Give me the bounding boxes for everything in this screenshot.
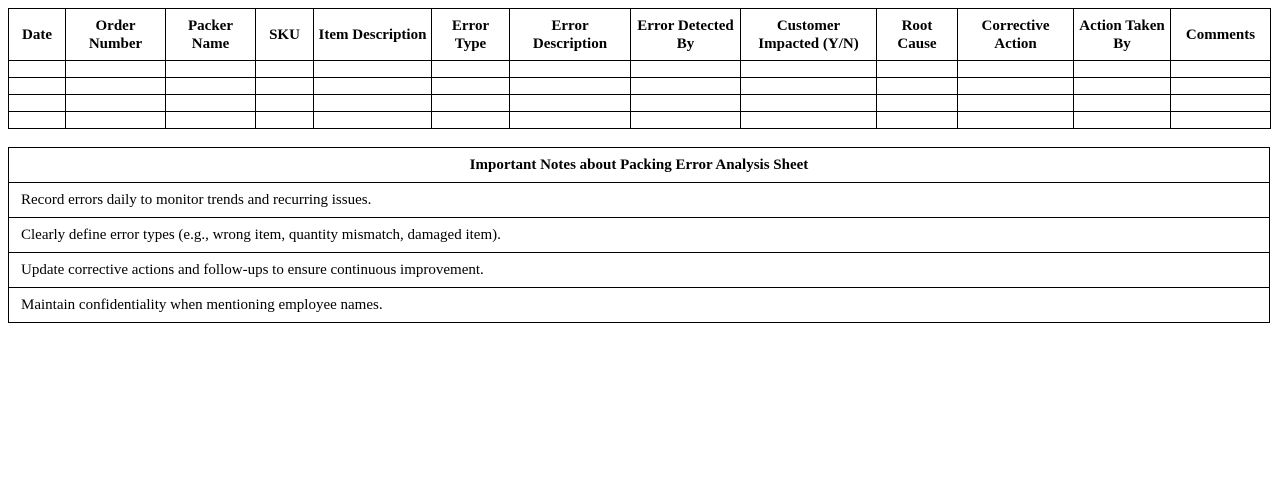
log-cell[interactable]: [1074, 61, 1171, 78]
header-row: [9, 9, 1271, 61]
log-cell[interactable]: [1171, 95, 1271, 112]
log-cell[interactable]: [631, 78, 741, 95]
header-order-number: Order Number: [66, 9, 166, 61]
log-cell[interactable]: [166, 95, 256, 112]
note-item: Update corrective actions and follow-ups to ensure continuous improvement.: [9, 253, 1270, 288]
note-item: Record errors daily to monitor trends and recurring issues.: [9, 183, 1270, 218]
log-cell[interactable]: [741, 78, 877, 95]
log-cell[interactable]: [958, 95, 1074, 112]
log-cell[interactable]: [314, 95, 432, 112]
log-cell[interactable]: [166, 61, 256, 78]
log-cell[interactable]: [9, 95, 66, 112]
log-cell[interactable]: [314, 61, 432, 78]
header-root-cause: Root Cause: [877, 9, 958, 61]
header-action-taken-by: Action Taken By: [1074, 9, 1171, 61]
header-comments: Comments: [1171, 9, 1271, 61]
log-cell[interactable]: [432, 95, 510, 112]
log-cell[interactable]: [166, 78, 256, 95]
header-customer-impacted: Customer Impacted (Y/N): [741, 9, 877, 61]
log-row: [9, 112, 1271, 129]
log-cell[interactable]: [9, 78, 66, 95]
packing-error-log-table: [8, 8, 1271, 129]
log-cell[interactable]: [1171, 112, 1271, 129]
log-cell[interactable]: [432, 78, 510, 95]
notes-header-row: [9, 148, 1270, 183]
log-row: [9, 61, 1271, 78]
note-row: [9, 288, 1270, 323]
note-row: [9, 183, 1270, 218]
log-cell[interactable]: [631, 61, 741, 78]
header-item-description: Item Description: [314, 9, 432, 61]
log-cell[interactable]: [877, 61, 958, 78]
log-row: [9, 78, 1271, 95]
header-error-detected-by: Error Detected By: [631, 9, 741, 61]
log-cell[interactable]: [256, 112, 314, 129]
log-cell[interactable]: [631, 95, 741, 112]
header-error-description: Error Description: [510, 9, 631, 61]
log-row: [9, 95, 1271, 112]
log-cell[interactable]: [510, 78, 631, 95]
log-cell[interactable]: [877, 112, 958, 129]
log-cell[interactable]: [9, 61, 66, 78]
log-body: [9, 61, 1271, 129]
log-cell[interactable]: [66, 78, 166, 95]
header-error-type: Error Type: [432, 9, 510, 61]
log-cell[interactable]: [510, 61, 631, 78]
log-cell[interactable]: [631, 112, 741, 129]
log-cell[interactable]: [1171, 78, 1271, 95]
note-row: [9, 253, 1270, 288]
log-cell[interactable]: [66, 61, 166, 78]
header-packer-name: Packer Name: [166, 9, 256, 61]
log-cell[interactable]: [877, 78, 958, 95]
log-cell[interactable]: [66, 112, 166, 129]
log-cell[interactable]: [741, 112, 877, 129]
log-cell[interactable]: [66, 95, 166, 112]
log-cell[interactable]: [314, 78, 432, 95]
log-cell[interactable]: [1074, 95, 1171, 112]
log-cell[interactable]: [510, 95, 631, 112]
header-date: Date: [9, 9, 66, 61]
note-row: [9, 218, 1270, 253]
log-cell[interactable]: [1074, 78, 1171, 95]
log-cell[interactable]: [1171, 61, 1271, 78]
note-item: Maintain confidentiality when mentioning employee names.: [9, 288, 1270, 323]
log-cell[interactable]: [256, 95, 314, 112]
log-cell[interactable]: [314, 112, 432, 129]
log-cell[interactable]: [1074, 112, 1171, 129]
header-sku: SKU: [256, 9, 314, 61]
sheet-content: [8, 8, 1270, 323]
log-cell[interactable]: [958, 112, 1074, 129]
log-cell[interactable]: [166, 112, 256, 129]
log-cell[interactable]: [510, 112, 631, 129]
notes-table: [8, 147, 1270, 323]
log-cell[interactable]: [9, 112, 66, 129]
log-cell[interactable]: [877, 95, 958, 112]
log-cell[interactable]: [432, 61, 510, 78]
notes-title: Important Notes about Packing Error Analysis Sheet: [9, 148, 1270, 183]
log-cell[interactable]: [958, 61, 1074, 78]
log-cell[interactable]: [958, 78, 1074, 95]
note-item: Clearly define error types (e.g., wrong item, quantity mismatch, damaged item).: [9, 218, 1270, 253]
log-cell[interactable]: [432, 112, 510, 129]
log-cell[interactable]: [741, 95, 877, 112]
header-corrective-action: Corrective Action: [958, 9, 1074, 61]
log-cell[interactable]: [256, 61, 314, 78]
log-cell[interactable]: [256, 78, 314, 95]
log-cell[interactable]: [741, 61, 877, 78]
